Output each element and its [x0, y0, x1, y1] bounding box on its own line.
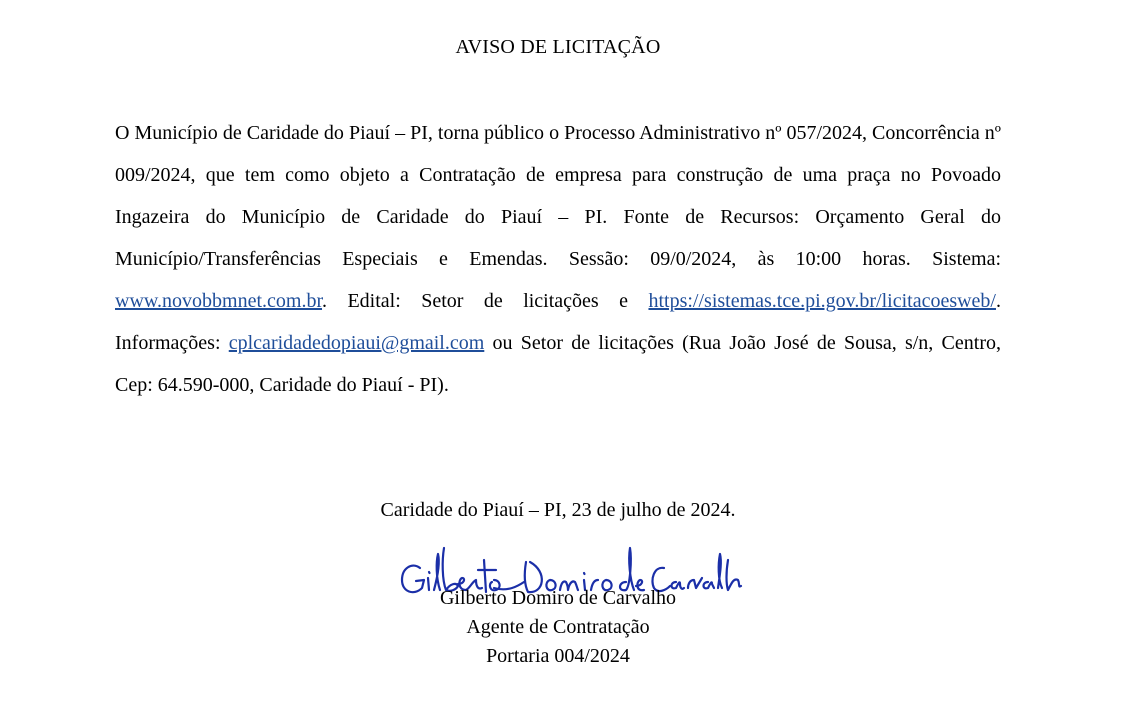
system-link[interactable]: www.novobbmnet.com.br [115, 290, 323, 312]
signer-ordinance: Portaria 004/2024 [486, 645, 630, 667]
edital-link[interactable]: https://sistemas.tce.pi.gov.br/licitacoesweb/ [648, 290, 996, 312]
notice-paragraph [115, 112, 1001, 406]
email-link[interactable]: cplcaridadedopiaui@gmail.com [228, 332, 485, 354]
signer-role: Agente de Contratação [466, 616, 650, 638]
paragraph-text-2: . Edital: Setor de licitações e [322, 290, 649, 312]
signer-name: Gilberto Domiro de Carvalho [439, 587, 677, 609]
signature-block [0, 584, 1116, 671]
paragraph-text-1: O Município de Caridade do Piauí – PI, torna público o Processo Administrativo nº 057/2024, Concorrência nº 009/2024, que tem como objeto a Contratação de empresa para construção de uma praça no Povoado Ingazeira do Município de Caridade do Piauí – PI. Fonte de Recursos: Orçamento Geral do Município/Transferências Especiais e Emendas. Sessão: 09/0/2024, às 10:00 horas. Sistema: [115, 122, 1001, 270]
document-title: AVISO DE LICITAÇÃO [455, 36, 661, 58]
place-date: Caridade do Piauí – PI, 23 de julho de 2024. [380, 499, 736, 521]
paragraph-text-4: ou Setor de licitações (Rua João José de Sousa, s/n, Centro, Cep: 64.590-000, Caridade do Piauí - PI). [115, 332, 1001, 396]
paragraph-text-3: . Informações: [115, 290, 1001, 354]
